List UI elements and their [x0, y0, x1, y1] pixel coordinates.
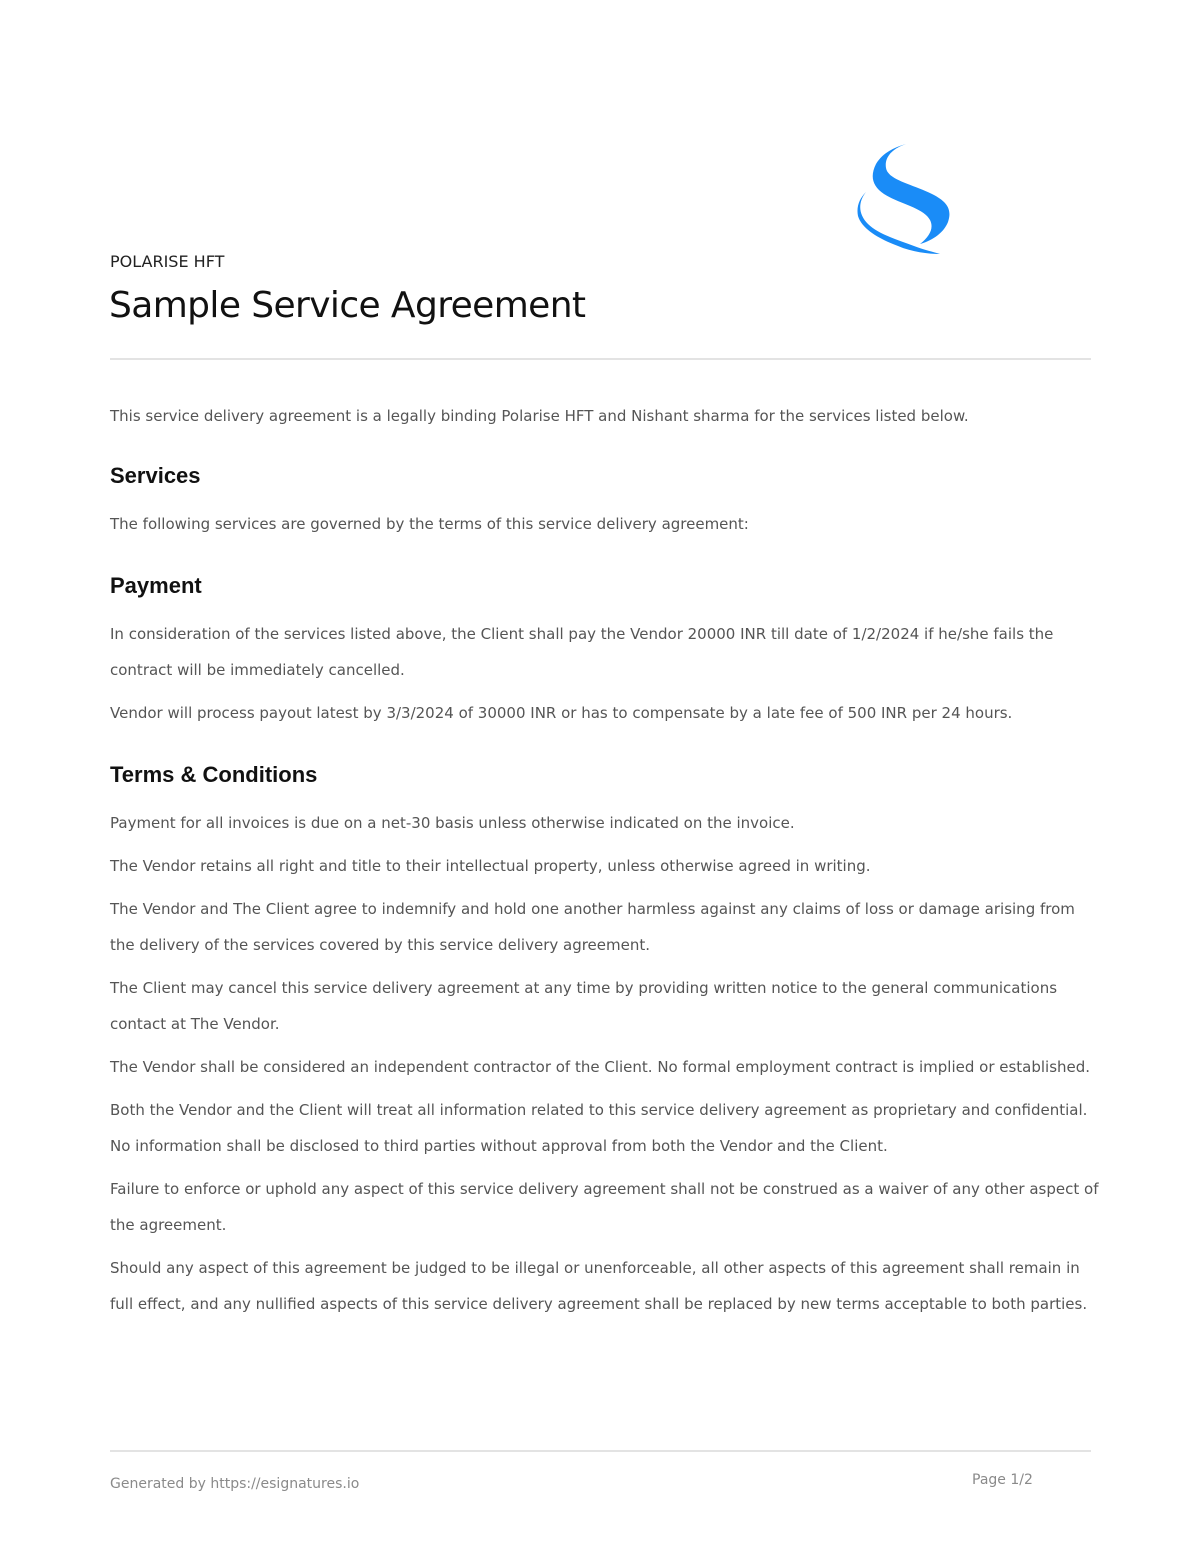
services-paragraph: The following services are governed by the terms of this service delivery agreement:	[110, 515, 749, 533]
terms-paragraph: Both the Vendor and the Client will treat all information related to this service delivery agreement as proprietary and confidential. No information shall be disclosed to third parties without approval from both the Vendor and the Client.	[110, 1101, 1088, 1155]
header-divider	[110, 358, 1091, 360]
terms-paragraph: The Vendor retains all right and title to their intellectual property, unless otherwise agreed in writing.	[110, 857, 871, 875]
payment-paragraph: Vendor will process payout latest by 3/3/2024 of 30000 INR or has to compensate by a late fee of 500 INR per 24 hours.	[110, 704, 1013, 722]
terms-paragraph: The Client may cancel this service delivery agreement at any time by providing written notice to the general communications contact at The Vendor.	[110, 979, 1058, 1033]
page-number: Page 1/2	[972, 1472, 1033, 1488]
payment-paragraph: In consideration of the services listed above, the Client shall pay the Vendor 20000 INR till date of 1/2/2024 if he/she fails the contract will be immediately cancelled.	[110, 625, 1054, 679]
esignatures-logo-icon	[848, 140, 958, 256]
terms-paragraph: Payment for all invoices is due on a net-30 basis unless otherwise indicated on the invoice.	[110, 814, 795, 832]
terms-heading: Terms & Conditions	[110, 762, 318, 787]
company-name: POLARISE HFT	[110, 252, 225, 271]
terms-paragraph: The Vendor shall be considered an independent contractor of the Client. No formal employment contract is implied or established.	[110, 1058, 1091, 1076]
intro-paragraph: This service delivery agreement is a legally binding Polarise HFT and Nishant sharma for the services listed below.	[110, 407, 969, 425]
document-title: Sample Service Agreement	[109, 285, 586, 326]
payment-heading: Payment	[110, 573, 202, 598]
generated-by-link[interactable]: Generated by https://esignatures.io	[110, 1476, 360, 1492]
agreement-body	[110, 398, 1100, 1322]
footer-divider	[110, 1450, 1091, 1452]
terms-paragraph: Should any aspect of this agreement be judged to be illegal or unenforceable, all other aspects of this agreement shall remain in full effect, and any nullified aspects of this service delivery agreement shall be replaced by new terms acceptable to both parties.	[110, 1259, 1088, 1313]
terms-paragraph: Failure to enforce or uphold any aspect of this service delivery agreement shall not be construed as a waiver of any other aspect of the agreement.	[110, 1180, 1099, 1234]
terms-paragraph: The Vendor and The Client agree to indemnify and hold one another harmless against any claims of loss or damage arising from the delivery of the services covered by this service delivery agreement.	[110, 900, 1075, 954]
services-heading: Services	[110, 463, 201, 488]
